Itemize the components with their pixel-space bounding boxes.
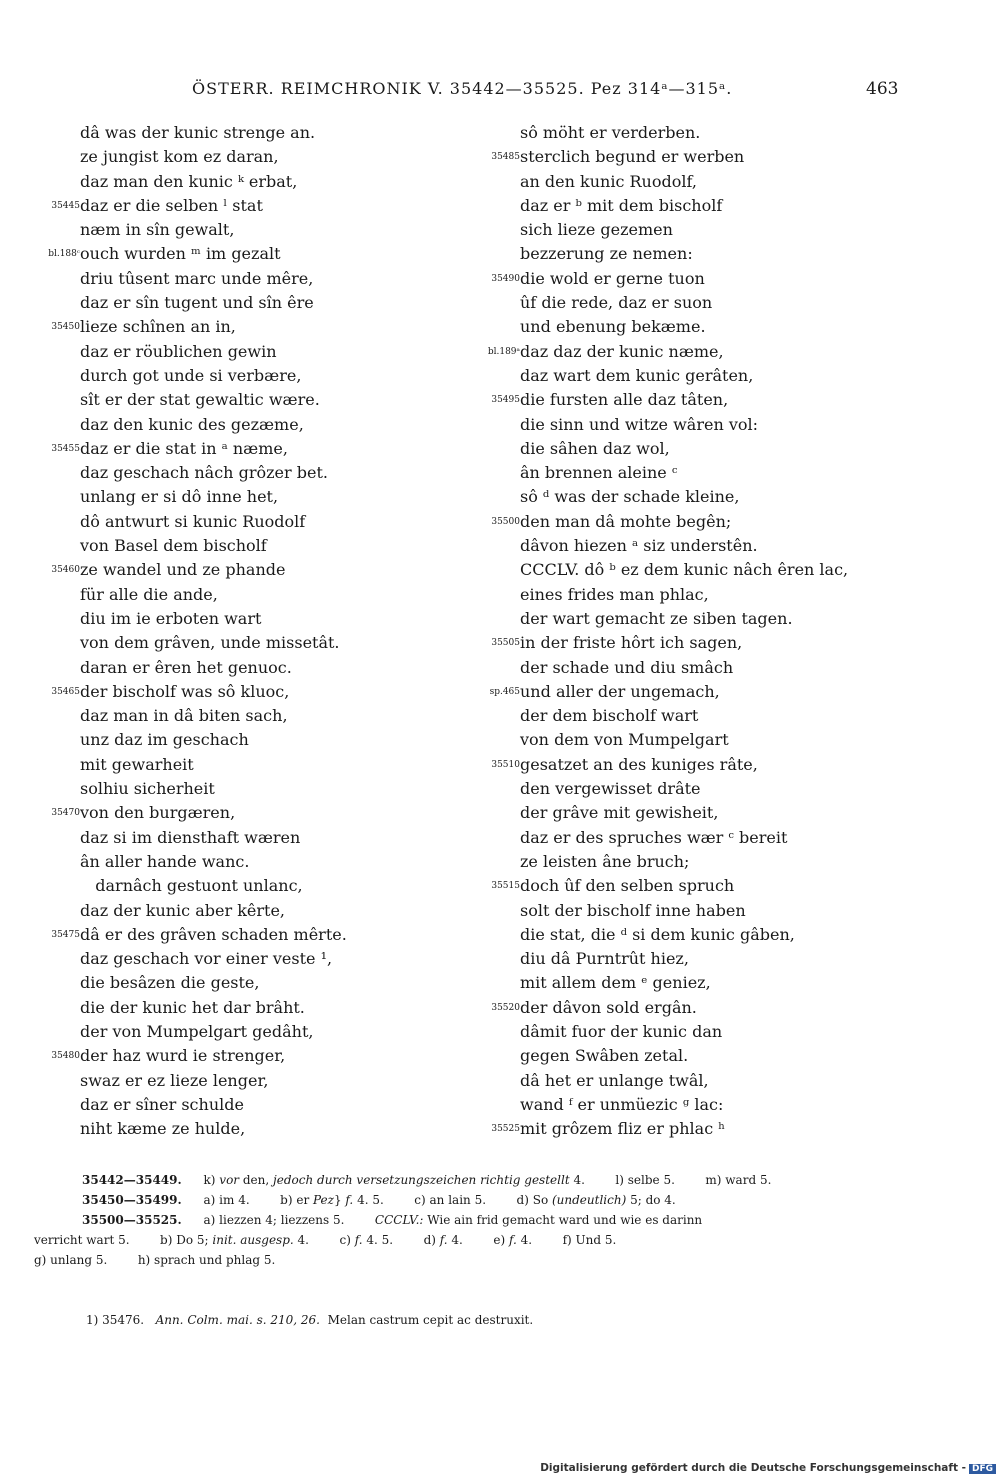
line-number: 35495 (491, 395, 520, 406)
verse-text: daz si im diensthaft wæren (80, 827, 301, 847)
verse-text: mit allem dem ᵉ geniez, (520, 973, 711, 993)
verse-line (28, 534, 483, 558)
line-number: sp.465 (489, 686, 520, 697)
verse-line (468, 437, 928, 461)
verse-line (468, 728, 928, 752)
verse-line (468, 242, 928, 266)
verse-line (468, 170, 928, 194)
verse-line (468, 777, 928, 801)
verse-line (28, 1093, 483, 1117)
verse-line (28, 242, 483, 266)
verse-text: von Basel dem bischolf (80, 536, 267, 556)
verse-text: dô antwurt si kunic Ruodolf (80, 511, 306, 531)
verse-text: gegen Swâben zetal. (520, 1046, 689, 1066)
verse-line (468, 656, 928, 680)
line-number: 35505 (491, 638, 520, 649)
line-number: bl.188ᶜ (48, 249, 80, 260)
running-header (0, 79, 1000, 103)
verse-text: sich lieze gezemen (520, 220, 673, 240)
verse-text: daz wart dem kunic gerâten, (520, 365, 754, 385)
verse-text: sît er der stat gewaltic wære. (80, 390, 320, 410)
verse-text: von dem grâven, unde missetât. (80, 633, 340, 653)
verse-text: unz daz im geschach (80, 730, 249, 750)
verse-line (28, 680, 483, 704)
digitization-credit (540, 1462, 996, 1474)
verse-text: solt der bischolf inne haben (520, 900, 746, 920)
verse-text: der dem bischolf wart (520, 706, 699, 726)
apparatus-range: 35442—35449. (82, 1173, 182, 1187)
verse-text: wand ᶠ er unmüezic ᵍ lac: (520, 1094, 724, 1114)
verse-line (468, 680, 928, 704)
verse-text: die wold er gerne tuon (520, 268, 705, 288)
verse-text: daz er sîner schulde (80, 1094, 244, 1114)
verse-text: daran er êren het genuoc. (80, 657, 292, 677)
line-number: 35460 (51, 565, 80, 576)
verse-line (468, 583, 928, 607)
verse-line (468, 850, 928, 874)
verse-text: driu tûsent marc unde mêre, (80, 268, 314, 288)
footnote-text: Melan castrum cepit ac destruxit. (319, 1313, 534, 1327)
verse-text: dâ het er unlange twâl, (520, 1070, 709, 1090)
apparatus-note: a) liezzen 4; liezzens 5. (203, 1213, 375, 1227)
verse-text: daz geschach nâch grôzer bet. (80, 463, 328, 483)
apparatus-note: a) im 4. b) er (203, 1193, 313, 1207)
verse-line (468, 267, 928, 291)
verse-line (468, 607, 928, 631)
verse-text: der schade und diu smâch (520, 657, 734, 677)
verse-text: und aller der ungemach, (520, 681, 720, 701)
line-number: 35455 (51, 443, 80, 454)
verse-line (28, 1117, 483, 1141)
running-title: ÖSTERR. REIMCHRONIK V. 35442—35525. Pez 314ᵃ—315ᵃ. (192, 79, 733, 98)
verse-line (28, 583, 483, 607)
verse-line (28, 510, 483, 534)
verse-line (468, 704, 928, 728)
verse-line (468, 534, 928, 558)
apparatus-note: } (333, 1193, 346, 1207)
line-number: 35515 (491, 881, 520, 892)
verse-line (468, 364, 928, 388)
apparatus-note: den, (239, 1173, 274, 1187)
verse-text: diu im ie erboten wart (80, 608, 262, 628)
verse-line (468, 194, 928, 218)
apparatus-note: Pez (313, 1193, 334, 1207)
line-number: 35465 (51, 686, 80, 697)
verse-text: die stat, die ᵈ si dem kunic gâben, (520, 924, 795, 944)
verse-text: sterclich begund er werben (520, 147, 745, 167)
verse-text: der von Mumpelgart gedâht, (80, 1021, 314, 1041)
verse-text: sô möht er verderben. (520, 123, 701, 142)
verse-text: daz den kunic des gezæme, (80, 414, 304, 434)
apparatus-note: f. (345, 1193, 354, 1207)
verse-text: dâvon hiezen ᵃ siz understên. (520, 536, 758, 556)
verse-text: ûf die rede, daz er suon (520, 293, 713, 313)
apparatus-note: 4. 5. d) (362, 1233, 440, 1247)
apparatus-note: 4. c) (293, 1233, 355, 1247)
line-number: 35520 (491, 1002, 520, 1013)
verse-text: daz er des spruches wær ᶜ bereit (520, 827, 788, 847)
credit-text: Digitalisierung gefördert durch die Deutsche Forschungsgemeinschaft - (540, 1462, 966, 1474)
verse-line (468, 461, 928, 485)
verse-text: daz er sîn tugent und sîn êre (80, 293, 314, 313)
apparatus-note: (undeutlich) (551, 1193, 627, 1207)
apparatus-note: 4. f) Und 5. (516, 1233, 617, 1247)
verse-line (468, 874, 928, 898)
verse-column-right (468, 121, 928, 1141)
verse-text: die sâhen daz wol, (520, 438, 670, 458)
verse-line (468, 388, 928, 412)
verse-text: CCCLV. dô ᵇ ez dem kunic nâch êren lac, (520, 560, 849, 580)
verse-line (28, 753, 483, 777)
footnote (86, 1313, 533, 1327)
verse-line (28, 1044, 483, 1068)
verse-line (28, 1020, 483, 1044)
verse-line (28, 1069, 483, 1093)
verse-line (468, 1069, 928, 1093)
verse-line (28, 388, 483, 412)
verse-line (28, 558, 483, 582)
verse-line (28, 194, 483, 218)
verse-column-left (28, 121, 483, 1141)
verse-text: bezzerung ze nemen: (520, 244, 693, 264)
apparatus-row (34, 1230, 894, 1250)
verse-text: mit grôzem fliz er phlac ʰ (520, 1119, 726, 1139)
apparatus-note: f. (509, 1233, 517, 1247)
verse-text: und ebenung bekæme. (520, 317, 706, 337)
verse-line (28, 704, 483, 728)
apparatus-note: jedoch durch versetzungszeichen richtig gestellt (273, 1173, 570, 1187)
verse-text: dâ was der kunic strenge an. (80, 123, 316, 142)
verse-text: ze jungist kom ez daran, (80, 147, 279, 167)
verse-line (28, 801, 483, 825)
verse-line (28, 971, 483, 995)
apparatus-note: k) (203, 1173, 220, 1187)
verse-line (468, 753, 928, 777)
line-number: bl.189ᵃ (487, 346, 520, 357)
verse-line (468, 947, 928, 971)
apparatus-note: g) unlang 5. h) sprach und phlag 5. (34, 1253, 276, 1267)
verse-text: daz man den kunic ᵏ erbat, (80, 171, 298, 191)
verse-text: unlang er si dô inne het, (80, 487, 279, 507)
verse-text: eines frides man phlac, (520, 584, 709, 604)
verse-text: næm in sîn gewalt, (80, 220, 235, 240)
verse-line (468, 510, 928, 534)
verse-text: ze leisten âne bruch; (520, 851, 690, 871)
verse-line (28, 874, 483, 898)
verse-line (468, 485, 928, 509)
apparatus-note: 4. e) (447, 1233, 509, 1247)
verse-text: daz der kunic aber kêrte, (80, 900, 285, 920)
verse-text: die fursten alle daz tâten, (520, 390, 729, 410)
verse-line (468, 899, 928, 923)
apparatus-note: init. ausgesp. (212, 1233, 294, 1247)
verse-text: ân aller hande wanc. (80, 851, 250, 871)
dfg-logo: DFG (969, 1464, 996, 1474)
verse-line (28, 413, 483, 437)
apparatus-note: f. (354, 1233, 363, 1247)
apparatus-row (34, 1210, 894, 1230)
verse-line (468, 121, 928, 145)
verse-line (28, 121, 483, 145)
apparatus-note: verricht wart 5. b) Do 5; (34, 1233, 213, 1247)
verse-text: daz er die selben ˡ stat (80, 195, 263, 215)
line-number: 35490 (491, 273, 520, 284)
apparatus-row (34, 1250, 894, 1270)
verse-line (28, 145, 483, 169)
verse-text: die sinn und witze wâren vol: (520, 414, 759, 434)
verse-text: daz daz der kunic næme, (520, 341, 724, 361)
verse-line (28, 364, 483, 388)
verse-text: doch ûf den selben spruch (520, 876, 735, 896)
verse-line (28, 291, 483, 315)
verse-text: für alle die ande, (80, 584, 218, 604)
verse-line (468, 1093, 928, 1117)
verse-line (28, 826, 483, 850)
verse-text: ân brennen aleine ᶜ (520, 463, 678, 483)
line-number: 35500 (491, 516, 520, 527)
apparatus-note: 4. 5. c) an lain 5. d) So (353, 1193, 552, 1207)
verse-text: swaz er ez lieze lenger, (80, 1070, 269, 1090)
verse-text: daz geschach vor einer veste ¹, (80, 949, 333, 969)
verse-line (28, 656, 483, 680)
verse-line (28, 631, 483, 655)
verse-line (468, 1044, 928, 1068)
verse-line (468, 413, 928, 437)
verse-text: daz er ᵇ mit dem bischolf (520, 195, 723, 215)
verse-line (468, 145, 928, 169)
verse-line (28, 315, 483, 339)
verse-text: ouch wurden ᵐ im gezalt (80, 244, 281, 264)
verse-line (28, 899, 483, 923)
verse-text: niht kæme ze hulde, (80, 1119, 246, 1139)
verse-text: der wart gemacht ze siben tagen. (520, 608, 793, 628)
critical-apparatus (34, 1170, 894, 1270)
verse-line (468, 558, 928, 582)
verse-line (28, 923, 483, 947)
verse-text: der bischolf was sô kluoc, (80, 681, 290, 701)
verse-text: der haz wurd ie strenger, (80, 1046, 286, 1066)
verse-text: die besâzen die geste, (80, 973, 260, 993)
verse-text: daz man in dâ biten sach, (80, 706, 288, 726)
verse-text: sô ᵈ was der schade kleine, (520, 487, 740, 507)
verse-line (468, 1020, 928, 1044)
verse-line (28, 850, 483, 874)
apparatus-row (34, 1190, 894, 1210)
verse-text: an den kunic Ruodolf, (520, 171, 697, 191)
verse-text: den man dâ mohte begên; (520, 511, 732, 531)
verse-line (28, 777, 483, 801)
apparatus-note: vor (219, 1173, 240, 1187)
verse-line (28, 340, 483, 364)
verse-line (28, 461, 483, 485)
verse-text: dâmit fuor der kunic dan (520, 1021, 723, 1041)
line-number: 35510 (491, 759, 520, 770)
verse-text: durch got unde si verbære, (80, 365, 302, 385)
verse-text: in der friste hôrt ich sagen, (520, 633, 743, 653)
line-number: 35445 (51, 200, 80, 211)
verse-text: ze wandel und ze phande (80, 560, 286, 580)
verse-text: mit gewarheit (80, 754, 194, 774)
verse-line (468, 340, 928, 364)
line-number: 35480 (51, 1051, 80, 1062)
verse-text: von dem von Mumpelgart (520, 730, 729, 750)
verse-line (28, 437, 483, 461)
line-number: 35525 (491, 1124, 520, 1135)
line-number: 35475 (51, 929, 80, 940)
apparatus-note: 5; do 4. (626, 1193, 676, 1207)
verse-text: von den burgæren, (80, 803, 236, 823)
verse-line (468, 291, 928, 315)
verse-line (28, 607, 483, 631)
verse-line (28, 170, 483, 194)
verse-text: daz er röublichen gewin (80, 341, 277, 361)
page-number: 463 (866, 79, 899, 99)
verse-line (468, 218, 928, 242)
verse-line (468, 923, 928, 947)
verse-line (28, 947, 483, 971)
apparatus-range: 35500—35525. (82, 1213, 182, 1227)
verse-text: gesatzet an des kuniges râte, (520, 754, 758, 774)
apparatus-note: 4. l) selbe 5. m) ward 5. (569, 1173, 772, 1187)
verse-text: daz er die stat in ᵃ næme, (80, 438, 288, 458)
verse-line (468, 971, 928, 995)
verse-line (468, 996, 928, 1020)
verse-line (28, 728, 483, 752)
verse-text: darnâch gestuont unlanc, (80, 876, 303, 896)
verse-text: solhiu sicherheit (80, 779, 215, 799)
verse-line (468, 1117, 928, 1141)
apparatus-range: 35450—35499. (82, 1193, 182, 1207)
verse-line (28, 485, 483, 509)
line-number: 35450 (51, 322, 80, 333)
verse-line (28, 218, 483, 242)
verse-line (28, 996, 483, 1020)
verse-line (468, 631, 928, 655)
verse-text: den vergewisset drâte (520, 779, 701, 799)
verse-line (468, 826, 928, 850)
verse-text: dâ er des grâven schaden mêrte. (80, 924, 347, 944)
line-number: 35485 (491, 152, 520, 163)
verse-text: lieze schînen an in, (80, 317, 236, 337)
footnote-ref: 1) 35476. (86, 1313, 156, 1327)
verse-text: der grâve mit gewisheit, (520, 803, 719, 823)
verse-text: die der kunic het dar brâht. (80, 997, 305, 1017)
verse-text: der dâvon sold ergân. (520, 997, 697, 1017)
apparatus-row (34, 1170, 894, 1190)
verse-line (28, 267, 483, 291)
footnote-source: Ann. Colm. mai. s. 210, 26. (155, 1313, 320, 1327)
verse-line (468, 801, 928, 825)
apparatus-note: f. (439, 1233, 448, 1247)
apparatus-note: Wie ain frid gemacht ward und wie es darinn (423, 1213, 703, 1227)
verse-line (468, 315, 928, 339)
verse-text: diu dâ Purntrût hiez, (520, 949, 689, 969)
line-number: 35470 (51, 808, 80, 819)
apparatus-note: CCCLV.: (374, 1213, 424, 1227)
